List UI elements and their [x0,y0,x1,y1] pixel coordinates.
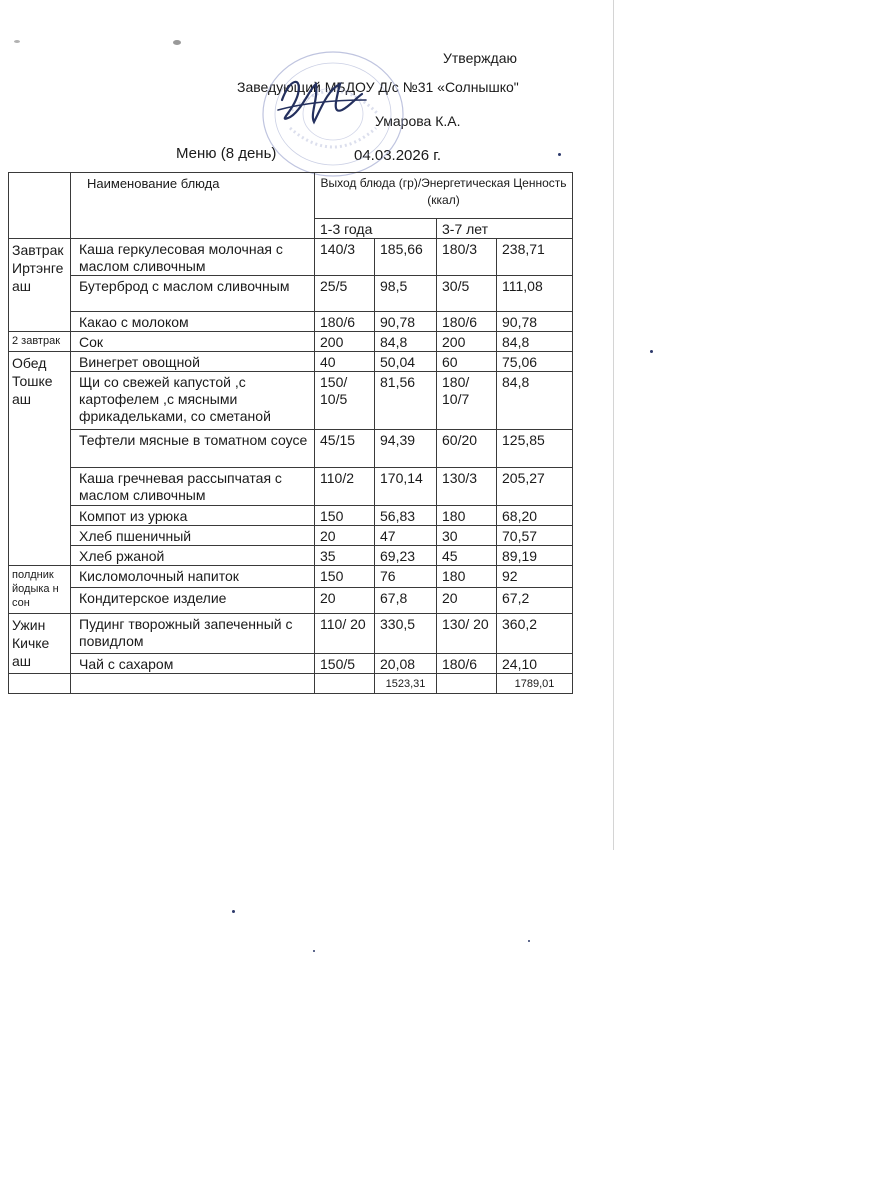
scan-speck [558,153,561,156]
portion-1-3: 150 [315,566,375,588]
table-row [9,430,573,468]
table-row [9,468,573,506]
scan-speck [650,350,653,353]
header-blank-cell [9,173,71,239]
table-row [9,312,573,332]
kcal-3-7: 205,27 [497,468,573,506]
portion-3-7: 30 [437,526,497,546]
table-row [9,276,573,312]
kcal-1-3: 90,78 [375,312,437,332]
portion-1-3: 150/ 10/5 [315,372,375,430]
meal-afternoon-snack: полдник йодыка н сон [9,566,71,614]
kcal-1-3: 56,83 [375,506,437,526]
kcal-1-3: 170,14 [375,468,437,506]
kcal-1-3: 76 [375,566,437,588]
table-row [9,566,573,588]
kcal-3-7: 70,57 [497,526,573,546]
portion-1-3: 20 [315,526,375,546]
portion-3-7: 130/ 20 [437,614,497,654]
portion-1-3: 25/5 [315,276,375,312]
table-row [9,332,573,352]
dish-name: Щи со свежей капустой ,с картофелем ,с мясными фрикадельками, со сметаной [71,372,315,430]
dish-name: Хлеб ржаной [71,546,315,566]
dish-name: Пудинг творожный запеченный с повидлом [71,614,315,654]
kcal-1-3: 98,5 [375,276,437,312]
head-name: Умарова К.А. [375,113,461,129]
portion-1-3: 110/2 [315,468,375,506]
portion-3-7: 180 [437,566,497,588]
kcal-3-7: 92 [497,566,573,588]
scan-speck [14,40,20,43]
kcal-1-3: 185,66 [375,239,437,276]
kcal-3-7: 111,08 [497,276,573,312]
dish-name: Хлеб пшеничный [71,526,315,546]
kcal-3-7: 90,78 [497,312,573,332]
portion-3-7: 180 [437,506,497,526]
kcal-3-7: 84,8 [497,332,573,352]
dish-name: Тефтели мясные в томатном соусе [71,430,315,468]
portion-3-7: 180/6 [437,654,497,674]
kcal-1-3: 67,8 [375,588,437,614]
portion-3-7: 20 [437,588,497,614]
kcal-1-3: 84,8 [375,332,437,352]
age-group-1-3: 1-3 года [315,219,437,239]
kcal-3-7: 238,71 [497,239,573,276]
kcal-1-3: 20,08 [375,654,437,674]
approve-label: Утверждаю [443,50,517,66]
dish-name: Каша геркулесовая молочная с маслом сливочным [71,239,315,276]
portion-1-3: 45/15 [315,430,375,468]
portion-1-3: 180/6 [315,312,375,332]
table-header-row [9,173,573,219]
table-row [9,588,573,614]
portion-3-7: 30/5 [437,276,497,312]
portion-1-3: 150 [315,506,375,526]
table-row [9,372,573,430]
kcal-3-7: 360,2 [497,614,573,654]
kcal-3-7: 67,2 [497,588,573,614]
dish-name: Бутерброд с маслом сливочным [71,276,315,312]
total-kcal-3-7: 1789,01 [497,674,573,694]
totals-row [9,674,573,694]
scan-speck [173,40,181,45]
column-header-dish-name: Наименование блюда [71,173,315,239]
portion-3-7: 60 [437,352,497,372]
kcal-1-3: 47 [375,526,437,546]
portion-3-7: 180/3 [437,239,497,276]
kcal-3-7: 125,85 [497,430,573,468]
portion-1-3: 200 [315,332,375,352]
head-title: Заведующий МБДОУ Д/с №31 «Солнышко" [237,79,519,95]
dish-name: Сок [71,332,315,352]
table-row [9,654,573,674]
totals-blank-cell [315,674,375,694]
dish-name: Кондитерское изделие [71,588,315,614]
portion-1-3: 20 [315,588,375,614]
menu-title: Меню (8 день) [176,145,277,162]
menu-table [8,172,573,694]
portion-3-7: 60/20 [437,430,497,468]
handwritten-signature-icon [270,70,370,132]
table-row [9,506,573,526]
dish-name: Компот из урюка [71,506,315,526]
portion-3-7: 130/3 [437,468,497,506]
scan-speck [528,940,530,942]
kcal-1-3: 69,23 [375,546,437,566]
column-header-output: Выход блюда (гр)/Энергетическая Ценность (ккал) [315,173,573,219]
table-row [9,614,573,654]
dish-name: Чай с сахаром [71,654,315,674]
kcal-1-3: 81,56 [375,372,437,430]
portion-1-3: 150/5 [315,654,375,674]
portion-3-7: 200 [437,332,497,352]
dish-name: Винегрет овощной [71,352,315,372]
kcal-1-3: 94,39 [375,430,437,468]
table-row [9,546,573,566]
portion-3-7: 180/6 [437,312,497,332]
table-row [9,239,573,276]
dish-name: Кисломолочный напиток [71,566,315,588]
portion-1-3: 140/3 [315,239,375,276]
dish-name: Каша гречневая рассыпчатая с маслом сливочным [71,468,315,506]
totals-blank-cell [437,674,497,694]
kcal-3-7: 75,06 [497,352,573,372]
portion-1-3: 110/ 20 [315,614,375,654]
portion-3-7: 45 [437,546,497,566]
table-row [9,352,573,372]
kcal-3-7: 89,19 [497,546,573,566]
totals-blank-cell [71,674,315,694]
meal-dinner: Ужин Кичке аш [9,614,71,674]
kcal-3-7: 68,20 [497,506,573,526]
portion-3-7: 180/ 10/7 [437,372,497,430]
meal-breakfast: Завтрак Иртэнге аш [9,239,71,332]
total-kcal-1-3: 1523,31 [375,674,437,694]
menu-date: 04.03.2026 г. [354,147,442,164]
scan-speck [313,950,315,952]
portion-1-3: 40 [315,352,375,372]
totals-blank-cell [9,674,71,694]
scan-speck [232,910,235,913]
kcal-1-3: 50,04 [375,352,437,372]
kcal-1-3: 330,5 [375,614,437,654]
age-group-3-7: 3-7 лет [437,219,573,239]
meal-second-breakfast: 2 завтрак [9,332,71,352]
table-row [9,526,573,546]
page-edge [613,0,614,850]
kcal-3-7: 24,10 [497,654,573,674]
dish-name: Какао с молоком [71,312,315,332]
portion-1-3: 35 [315,546,375,566]
kcal-3-7: 84,8 [497,372,573,430]
meal-lunch: Обед Тошке аш [9,352,71,566]
